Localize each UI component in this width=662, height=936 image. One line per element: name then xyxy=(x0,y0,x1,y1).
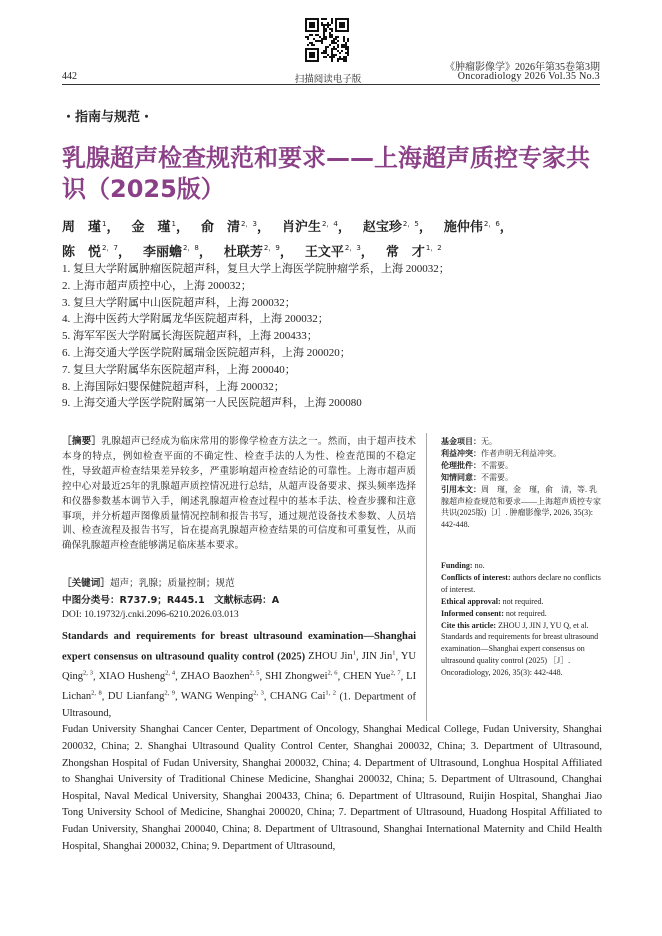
sidebar-row xyxy=(441,460,603,472)
affiliation-item: 2. 上海市超声质控中心，上海 200032； xyxy=(62,279,252,292)
english-author-affiliation-mark: 2, 8 xyxy=(91,689,102,697)
author-affiliation-mark: 2，3 xyxy=(241,220,257,228)
english-title: Standards and requirements for breast ultrasound examination—Shanghai expert consensus on ultrasound quality control (2025) xyxy=(62,631,416,663)
english-author-name: LI Lichan$^{2, 8}$ xyxy=(62,671,417,703)
english-author-affiliation-mark: 2, 3 xyxy=(253,689,264,697)
affiliation-item: 8. 上海国际妇婴保健院超声科，上海 200032； xyxy=(62,380,285,393)
affiliation-item: 9. 上海交通大学医学院附属第一人民医院超声科，上海 200080 xyxy=(62,397,362,410)
english-title-block xyxy=(62,629,602,855)
sidebar-row-value: 不需要。 xyxy=(481,472,513,482)
english-author-affiliation-mark: 2, 6 xyxy=(327,669,338,677)
journal-title-cn: 《肿瘤影像学》2026年第35卷第3期 xyxy=(445,62,600,73)
author-name: 俞 清$^{2,3}$， xyxy=(201,220,270,236)
author-name: 金 瑾$^1$， xyxy=(131,220,189,236)
author-name: 赵宝珍$^{2,5}$， xyxy=(362,220,432,236)
author-affiliation-mark: 2，3 xyxy=(344,244,361,253)
affiliation-item: 4. 上海中医药大学附属龙华医院超声科，上海 200032； xyxy=(62,313,329,326)
sidebar-row xyxy=(441,560,603,572)
journal-title-en: Oncoradiology 2026 Vol.35 No.3 xyxy=(457,71,600,82)
english-author-name: YU Qing$^{2, 3}$ xyxy=(62,651,416,683)
author-affiliation-mark: 1，2 xyxy=(425,244,442,253)
sidebar-row-value: 作者声明无利益冲突。 xyxy=(481,448,561,458)
sidebar-info-cn xyxy=(441,436,603,531)
english-author-affiliation-mark: 1 xyxy=(392,649,396,657)
abstract-cn xyxy=(62,435,416,554)
sidebar-row-label: 伦理批件： xyxy=(441,460,481,470)
author-affiliation-mark: 2，4 xyxy=(321,220,338,228)
affiliation-item: 5. 海军军医大学附属长海医院超声科，上海 200433； xyxy=(62,330,318,343)
author-name: 周 瑾$^1$， xyxy=(62,220,120,236)
sidebar-row-label: Funding: xyxy=(441,561,473,570)
author-affiliation-mark: 2，7 xyxy=(102,244,118,253)
english-author-name: WANG Wenping$^{2, 3}$ xyxy=(180,689,264,703)
abstract-text: 乳腺超声已经成为临床常用的影像学检查方法之一。然而，由于超声技术本身的特点，例如检查平面的不确定性、检查手法的人为性、检查范围的不稳定性，导致超声检查结果差异较多，严重影响超声检查结论的可靠性。上海市超声质控中心对最近25年的乳腺超声质控情况进行总结，从超声设备要求、探头频率选择和仪器参数基本调节入手，阐述乳腺超声检查过程中的基本手法、检查步骤和注意事项，并分析超声图像质量情况控制和报告书写，通过规范设备技术参数、人员培训、检查流程及报告书写，旨在提高乳腺超声检查结果的可信度和可重复性，从而确保乳腺超声检查能够满足临床基本要求。 xyxy=(62,436,417,552)
article-title: 乳腺超声检查规范和要求——上海超声质控专家共识（2025版） xyxy=(62,144,590,203)
sidebar-row-value: no. xyxy=(472,561,485,570)
english-affiliations-start: (1. Department of Ultrasound, xyxy=(62,691,417,719)
author-name: 施仲伟$^{2,6}$， xyxy=(443,220,513,236)
affiliation-item: 7. 复旦大学附属华东医院超声科，上海 200040； xyxy=(62,363,296,376)
sidebar-row xyxy=(441,472,603,484)
english-author-affiliation-mark: 2, 3 xyxy=(83,669,94,677)
english-author-affiliation-mark: 2, 4 xyxy=(165,669,176,677)
sidebar-row-value: 无。 xyxy=(481,437,497,446)
author-name: 王文平$^{2,3}$， xyxy=(304,244,374,260)
author-name: 肖沪生$^{2,4}$， xyxy=(281,220,351,236)
sidebar-row-label: 引用本文： xyxy=(441,484,481,494)
keywords-cn xyxy=(62,575,416,589)
english-author-affiliation-mark: 2, 5 xyxy=(249,669,260,677)
english-author-name: DU Lianfang$^{2, 9}$ xyxy=(107,689,175,703)
author-name: 常 才$^{1,2}$ xyxy=(385,244,442,260)
qr-scan-label: 扫描阅读电子版 xyxy=(294,74,362,85)
author-list xyxy=(62,214,602,263)
keywords-text: 超声；乳腺；质量控制；规范 xyxy=(109,578,235,589)
english-author-affiliation-mark: 2, 9 xyxy=(164,689,175,697)
sidebar-row-value: not required. xyxy=(503,608,547,618)
qr-code-icon[interactable] xyxy=(305,18,349,62)
sidebar-row xyxy=(441,448,603,460)
english-narrow-column: Standards and requirements for breast ultrasound examination—Shanghai expert consensus on ultrasound quality control (2025) ZHOU Jin$^1$, JIN Jin$^1$, YU Qing$^{2, 3}$, XIAO Husheng$^{2, 4}$, ZHAO Baozhen$^{2, 5}$, SHI Zhongwei$^{2, 6}$, CHEN Yue$^{2, 7}$, LI Lichan$^{2, 8}$, DU Lianfang$^{2, 9}$, WANG Wenping$^{2, 3}$, CHANG Cai$^{1, 2}$ (1. Department of Ultrasound, xyxy=(62,631,417,719)
author-affiliation-mark: 1 xyxy=(102,220,107,228)
english-author-affiliation-mark: 1, 2 xyxy=(325,689,336,697)
sidebar-row-label: Cite this article: xyxy=(441,620,497,630)
sidebar-row-value: 不需要。 xyxy=(481,460,513,470)
english-author-name: ZHAO Baozhen$^{2, 5}$ xyxy=(180,669,260,683)
doi-line[interactable]: DOI: 10.19732/j.cnki.2096-6210.2026.03.013 xyxy=(62,609,239,620)
author-affiliation-mark: 2，8 xyxy=(182,244,199,253)
sidebar-row xyxy=(441,608,603,620)
english-author-name: SHI Zhongwei$^{2, 6}$ xyxy=(265,669,338,683)
sidebar-row-value: 周 瑾，金 瑾，俞 清，等. 乳腺超声检查规范和要求——上海超声质控专家共识(2025版)［J］. 肿瘤影像学, 2026, 35(3): 442-448. xyxy=(441,484,601,530)
sidebar-row-label: 知情同意： xyxy=(441,472,481,482)
sidebar-row xyxy=(441,436,603,448)
author-name: 李丽蟾$^{2,8}$， xyxy=(142,244,212,260)
english-author-name: CHANG Cai$^{1, 2}$ xyxy=(269,689,336,703)
author-affiliation-mark: 2，9 xyxy=(263,244,280,253)
affiliation-item: 1. 复旦大学附属肿瘤医院超声科，复旦大学上海医学院肿瘤学系，上海 200032； xyxy=(62,263,450,275)
sidebar-row xyxy=(441,572,603,596)
sidebar-row-label: Conflicts of interest: xyxy=(441,572,511,582)
english-author-affiliation-mark: 2, 7 xyxy=(390,669,401,677)
author-affiliation-mark: 2，6 xyxy=(483,220,500,228)
author-affiliation-mark: 2，5 xyxy=(402,220,419,228)
keywords-label: ［关键词］ xyxy=(62,578,110,589)
sidebar-row-label: 基金项目： xyxy=(441,437,481,446)
abstract-label: ［摘要］ xyxy=(62,436,102,447)
sidebar-row-value: ZHOU J, JIN J, YU Q, et al. Standards and requirements for breast ultrasound examination—Shanghai expert consensus on ultrasound quality control (2025) ［J］. Oncoradiology, 2026, 35(3): 442-448. xyxy=(441,620,599,678)
affiliation-item: 3. 复旦大学附属中山医院超声科，上海 200032； xyxy=(62,296,296,309)
sidebar-row-value: not required. xyxy=(500,596,544,606)
english-author-name: JIN Jin$^1$ xyxy=(361,649,396,663)
author-affiliation-mark: 1 xyxy=(171,220,176,228)
affiliation-list xyxy=(62,261,602,412)
sidebar-row xyxy=(441,596,603,608)
header-divider xyxy=(62,84,600,85)
page-number: 442 xyxy=(62,71,77,82)
sidebar-row xyxy=(441,484,603,532)
sidebar-row-label: Informed consent: xyxy=(441,608,504,618)
section-label: ・指南与规范・ xyxy=(62,110,154,125)
author-name: 陈 悦$^{2,7}$， xyxy=(62,244,131,260)
affiliation-item: 6. 上海交通大学医学院附属瑞金医院超声科，上海 200020； xyxy=(62,346,351,359)
english-author-name: CHEN Yue$^{2, 7}$ xyxy=(343,669,401,683)
english-author-name: ZHOU Jin$^1$ xyxy=(308,649,356,663)
sidebar-row-value: authors declare no conflicts of interest. xyxy=(441,572,601,594)
classification-number: 中图分类号：R737.9；R445.1 文献标志码：A xyxy=(62,595,280,606)
english-affiliations-rest: Fudan University Shanghai Cancer Center, Department of Oncology, Shanghai Medical College, Fudan University, Shanghai 200032, China; 2. Shanghai Ultrasound Quality Control Center, Shanghai 200032, China; 3. Department of Ultrasound, Zhongshan Hospital of Fudan University, Shanghai 200032, China; 4. Department of Ultrasound, Longhua Hospital Affiliated to Shanghai University of Traditional Chinese Medicine, Shanghai 200032, China; 5. Department of Ultrasound, Changhai Hospital, Naval Medical University, Shanghai 200433, China; 6. Department of Ultrasound, Ruijin Hospital, Shanghai Jiao Tong University School of Medicine, Shanghai 200020, China; 7. Department of Ultrasound, Huadong Hospital Affiliated to Fudan University, Shanghai 200040, China; 8. Department of Ultrasound, Shanghai International Maternity and Child Health Hospital, Shanghai 200032, China; 9. Department of Ultrasound, xyxy=(62,724,602,852)
sidebar-row-label: 利益冲突： xyxy=(441,448,481,458)
english-author-name: XIAO Husheng$^{2, 4}$ xyxy=(98,669,176,683)
sidebar-row-label: Ethical approval: xyxy=(441,596,501,606)
english-author-affiliation-mark: 1 xyxy=(352,649,356,657)
author-name: 杜联芳$^{2,9}$， xyxy=(223,244,293,260)
